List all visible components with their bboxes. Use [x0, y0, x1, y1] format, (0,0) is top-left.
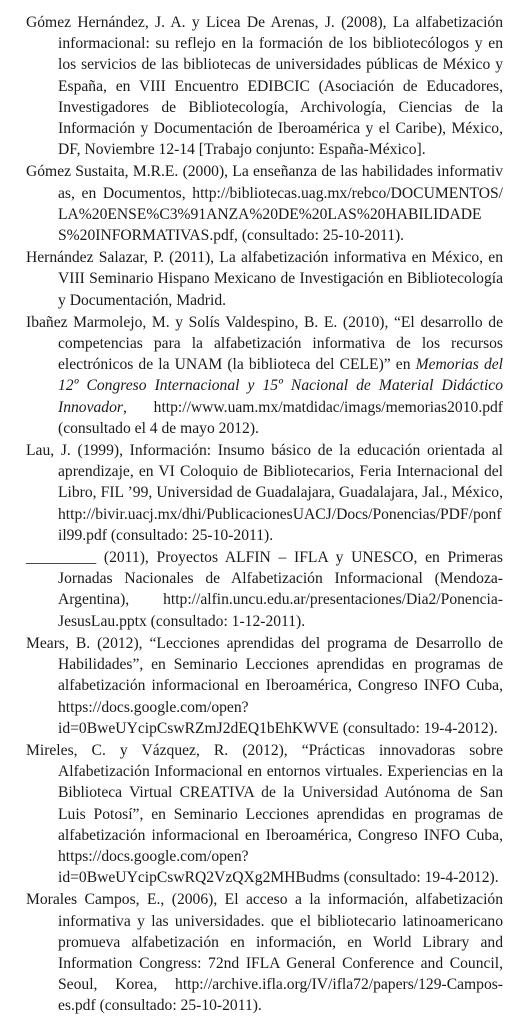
reference-lau-2011: _________ (2011), Proyectos ALFIN – IFLA y UNESCO, en Primeras Jornadas Nacionales de Alfabetización Informacional (Mendoza-Argentina), http://alfin.uncu.edu.ar/presentaciones/Dia2/Ponencia-JesusLau.pptx (consultado: 1-12-2011). — [26, 549, 503, 630]
reference-hernandez-salazar: Hernández Salazar, P. (2011), La alfabetización informativa en México, en VIII Seminario Hispano Mexicano de Investigación en Bibliotecología y Documentación, Madrid. — [26, 249, 503, 309]
reference-gomez-sustaita: Gómez Sustaita, M.R.E. (2000), La enseñanza de las habilidades informativas, en Documentos, http://bibliotecas.uag.mx/rebco/DOCUMENTOS/LA%20ENSE%C3%91ANZA%20DE%20LAS%20HABILIDADES%20INFORMATIVAS.pdf, (consultado: 25-10-2011). — [26, 163, 503, 245]
reference-mears: Mears, B. (2012), “Lecciones aprendidas del programa de Desarrollo de Habilidades”, en Seminario Lecciones aprendidas en programas de alfabetización informacional en Iberoamérica, Congreso INFO Cuba, https://docs.google.com/open?id=0BweUYcipCswRZmJ2dEQ1bEhKWVE (consultado: 19-4-2012). — [26, 634, 503, 737]
reference-morales-campos: Morales Campos, E., (2006), El acceso a la información, alfabetización informativa y las universidades. que el bibliotecario latinoamericano promueva alfabetización en información, en World Library and Information Congress: 72nd IFLA General Conference and Council, Seoul, Korea, http://archive.ifla.org/IV/ifla72/papers/129-Campos-es.pdf (consultado: 25-10-2011). — [26, 891, 503, 1015]
reference-ibanez-part1: Ibañez Marmolejo, M. y Solís Valdespino, B. E. (2010), “El desarrollo de competencias para la alfabetización informativa de los recursos electrónicos de la UNAM (la biblioteca del CELE)” en — [26, 313, 503, 374]
reference-ibanez-italic-title: Memorias del 12º Congreso Internacional y 15º Nacional de Material Didáctico Innovador — [58, 356, 503, 416]
reference-mireles: Mireles, C. y Vázquez, R. (2012), “Prácticas innovadoras sobre Alfabetización Informacional en entornos virtuales. Experiencias en la Biblioteca Virtual CREATIVA de la Universidad Autónoma de San Luis Potosí”, en Seminario Lecciones aprendidas en programas de alfabetización informacional en Iberoamérica, Congreso INFO Cuba, https://docs.google.com/open?id=0BweUYcipCswRQ2VzQXg2MHBudms (consultado: 19-4-2012). — [26, 741, 503, 887]
reference-lau-1999: Lau, J. (1999), Información: Insumo básico de la educación orientada al aprendizaje, en VI Coloquio de Bibliotecarios, Feria Internacional del Libro, FIL ’99, Universidad de Guadalajara, Guadalajara, Jal., México, http://bivir.uacj.mx/dhi/PublicacionesUACJ/Docs/Ponencias/PDF/ponfil99.pdf (consultado: 25-10-2011). — [26, 442, 503, 544]
reference-ibanez-marmolejo — [26, 312, 503, 439]
reference-ibanez-part2: , http://www.uam.mx/matdidac/imags/memorias2010.pdf (consultado el 4 de mayo 2012). — [58, 398, 503, 437]
reference-gomez-hernandez: Gómez Hernández, J. A. y Licea De Arenas, J. (2008), La alfabetización informacional: su reflejo en la formación de los bibliotecólogos y en los servicios de las bibliotecas de universidades públicas de México y España, en VIII Encuentro EDIBCIC (Asociación de Educadores, Investigadores de Bibliotecología, Archivología, Ciencias de la Información y Documentación de Iberoamérica y el Caribe), México, DF, Noviembre 12-14 [Trabajo conjunto: España-México]. — [26, 14, 503, 159]
